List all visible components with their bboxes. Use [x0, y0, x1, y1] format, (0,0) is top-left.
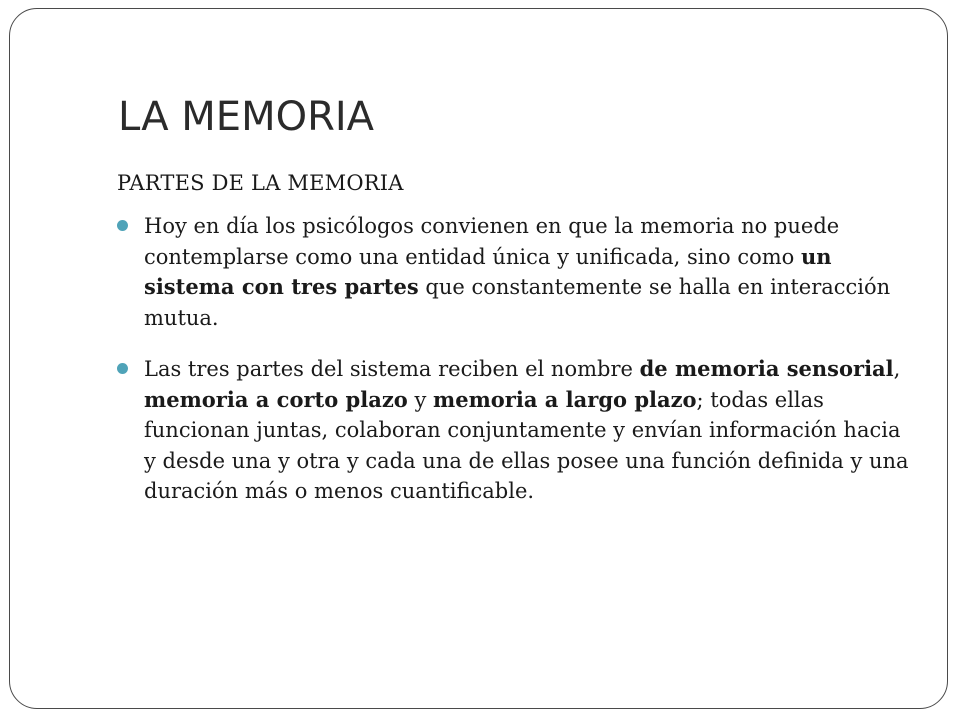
bullet-bold-text: memoria a largo plazo [432, 386, 697, 412]
bullet-item [117, 211, 917, 333]
bullet-list [117, 211, 917, 528]
slide-frame [9, 8, 948, 709]
bullet-bold-text: un sistema con tres partes [144, 243, 832, 299]
slide-title: LA MEMORIA [118, 94, 375, 140]
bullet-dot-icon [117, 363, 128, 374]
bullet-text: que constantemente se halla en interacción mutua. [144, 275, 891, 330]
bullet-item [117, 354, 917, 507]
bullet-text: Hoy en día los psicólogos convienen en que la memoria no puede contemplarse como una entidad única y unificada, sino como [144, 214, 840, 269]
slide-subtitle: PARTES DE LA MEMORIA [117, 171, 404, 195]
bullet-text: Las tres partes del sistema reciben el nombre [144, 357, 640, 381]
bullet-bold-text: memoria a corto plazo [144, 386, 408, 412]
bullet-bold-text: de memoria sensorial [639, 356, 894, 381]
bullet-text: , [893, 357, 901, 381]
bullet-dot-icon [117, 220, 128, 231]
bullet-text: y [407, 387, 433, 412]
bullet-text: ; todas ellas funcionan juntas, colaboran conjuntamente y envían información hacia y desde una y otra y cada una de ellas posee una función definida y una duración más o menos cuantificable. [144, 387, 909, 503]
